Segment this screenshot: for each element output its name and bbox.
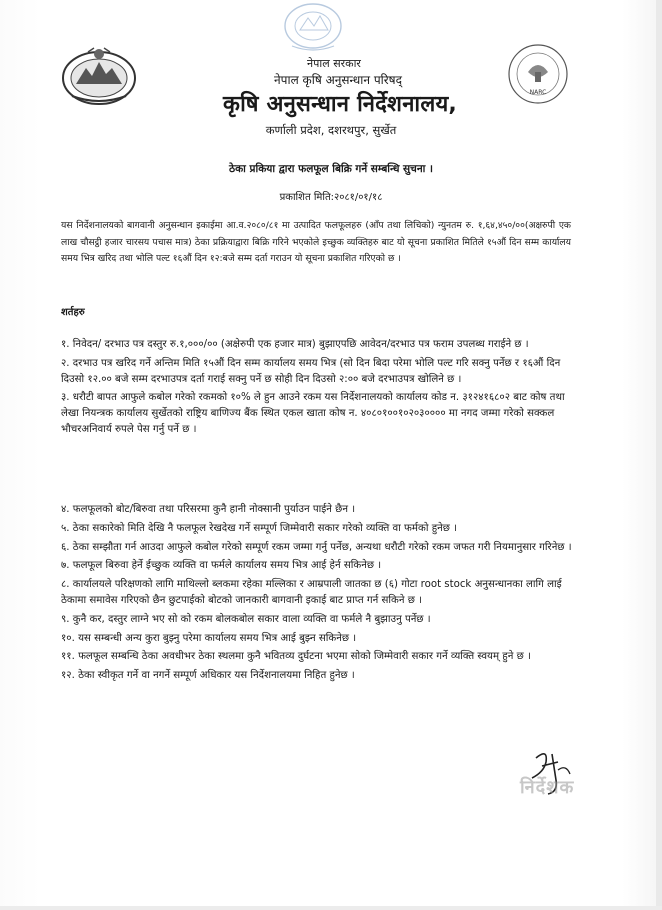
term-clause-9: ९. कुनै कर, दस्तुर लाग्ने भए सो को रकम बोलकबोल सकार वाला व्यक्ति वा फर्मले नै बुझाउनु पर्नेछ ।: [61, 613, 431, 625]
narc-logo-text: NARC: [529, 89, 547, 96]
notice-title: ठेका प्रकिया द्वारा फलफूल बिक्रि गर्ने सम्बन्धि सुचना ।: [228, 163, 434, 175]
notice-intro-paragraph: यस निर्देशनालयको बागवानी अनुसन्धान इकाईमा आ.व.२०८०/८१ मा उत्पादित फलफूलहरु (आँप तथा लिचिको) न्युनतम रु. १,६४,४५०/००(अक्षरुपी एक लाख चौसट्ठी हजार चारसय पचास मात्र) ठेका प्रक्रियाद्वारा बिक्रि गरिने भएकोले इच्छुक व्यक्तिहरु बाट यो सूचना प्रकाशित मितिले १५औं दिन सम्म कार्यालय समय भित्र खरिद तथा भोलि पल्ट १६औं दिन १२:बजे सम्म दर्ता गराउन यो सूचना प्रकाशित गरिएको छ ।: [61, 220, 571, 264]
terms-list-block-2: [61, 502, 581, 687]
term-clause-5: ५. ठेका सकारेको मिति देखि नै फलफूल रेखदेख गर्ने सम्पूर्ण जिम्मेवारी सकार गरेको व्यक्ति वा फर्मको हुनेछ ।: [61, 522, 457, 534]
signature-stamp: निर्देशक: [520, 777, 575, 798]
term-clause-7: ७. फलफूल बिरुवा हेर्ने ईच्छुक व्यक्ति वा फर्मले कार्यालय समय भित्र आई हेर्न सकिनेछ ।: [61, 560, 382, 572]
header-address: कर्णाली प्रदेश, दशरथपुर, सुर्खेत: [265, 123, 397, 137]
term-clause-6: ६. ठेका सम्झौता गर्न आउदा आफुले कबोल गरेको सम्पूर्ण रकम जम्मा गर्नु पर्नेछ, अन्यथा धरौटी गरेको रकम जफत गरी नियमानुसार गरिनेछ ।: [61, 541, 572, 553]
header-directorate: कृषि अनुसन्धान निर्देशनालय,: [223, 92, 457, 117]
publish-date: प्रकाशित मिति:२०८१/०१/१८: [279, 192, 383, 203]
header-government: नेपाल सरकार: [307, 57, 361, 70]
term-clause-3: ३. धरौटी बापत आफुले कबोल गरेको रकमको १०% ले हुन आउने रकम यस निर्देशनालयको कार्यालय कोड न. ३१२४१६८०२ बाट कोष तथा लेखा नियन्त्रक कार्यालय सुर्खेतको राष्ट्रिय बाणिज्य बैंक स्थित एकल खाता कोष न. ४०८०१००१०२०३०००० मा नगद जम्मा गरेको सक्कल भौचरअनिवार्य रुपले पेस गर्नु पर्ने छ ।: [61, 392, 565, 435]
header-council: नेपाल कृषि अनुसन्धान परिषद्: [274, 73, 402, 87]
page-edge-bottom: [0, 906, 662, 910]
term-clause-12: १२. ठेका स्वीकृत गर्ने वा नगर्ने सम्पूर्ण अधिकार यस निर्देशनालयमा निहित हुनेछ ।: [61, 670, 355, 682]
term-clause-2: २. दरभाउ पत्र खरिद गर्ने अन्तिम मिति १५औं दिन सम्म कार्यालय समय भित्र (सो दिन बिदा परेमा भोलि पल्ट गरि सक्नु पर्नेछ र १६औं दिन दिउसो १२.०० बजे सम्म दरभाउपत्र दर्ता गराई सक्नु पर्ने छ सोही दिन दिउसो २:०० बजे दरभाउपत्र खोलिने छ ।: [61, 357, 561, 385]
faint-stamp-icon: [270, 0, 356, 60]
term-clause-8: ८. कार्यालयले परिक्षणको लागि माथिल्लो ब्लकमा रहेका मल्लिका र आम्रपाली जातका छ (६) गोटा root stock अनुसन्धानका लागि लाई ठेकामा समावेस गरिएको छैन छुटपाईको बोटको जानकारी बागवानी इकाई बाट प्राप्त गर्न सकिने छ ।: [61, 579, 562, 606]
term-clause-10: १०. यस सम्बन्धी अन्य कुरा बुझ्नु परेमा कार्यालय समय भित्र आई बुझ्न सकिनेछ ।: [61, 632, 357, 644]
term-clause-1: १. निवेदन/ दरभाउ पत्र दस्तुर रु.१,०००/०० (अक्षेरुपी एक हजार मात्र) बुझाएपछि आवेदन/दरभाउ पत्र फराम उपलब्ध गराईने छ ।: [61, 339, 529, 350]
term-clause-11: ११. फलफूल सम्बन्धि ठेका अवधीभर ठेका स्थलमा कुनै भवितव्य दुर्घटना भएमा सोको जिम्मेवारी सकार गर्ने व्यक्ति स्वयम् हुने छ ।: [61, 651, 531, 663]
terms-heading: शर्तहरु: [61, 307, 85, 318]
term-clause-4: ४. फलफूलको बोट/बिरुवा तथा परिसरमा कुनै हानी नोक्सानी पुर्याउन पाईने छैन ।: [61, 504, 356, 515]
terms-list-block-1: [61, 337, 581, 441]
